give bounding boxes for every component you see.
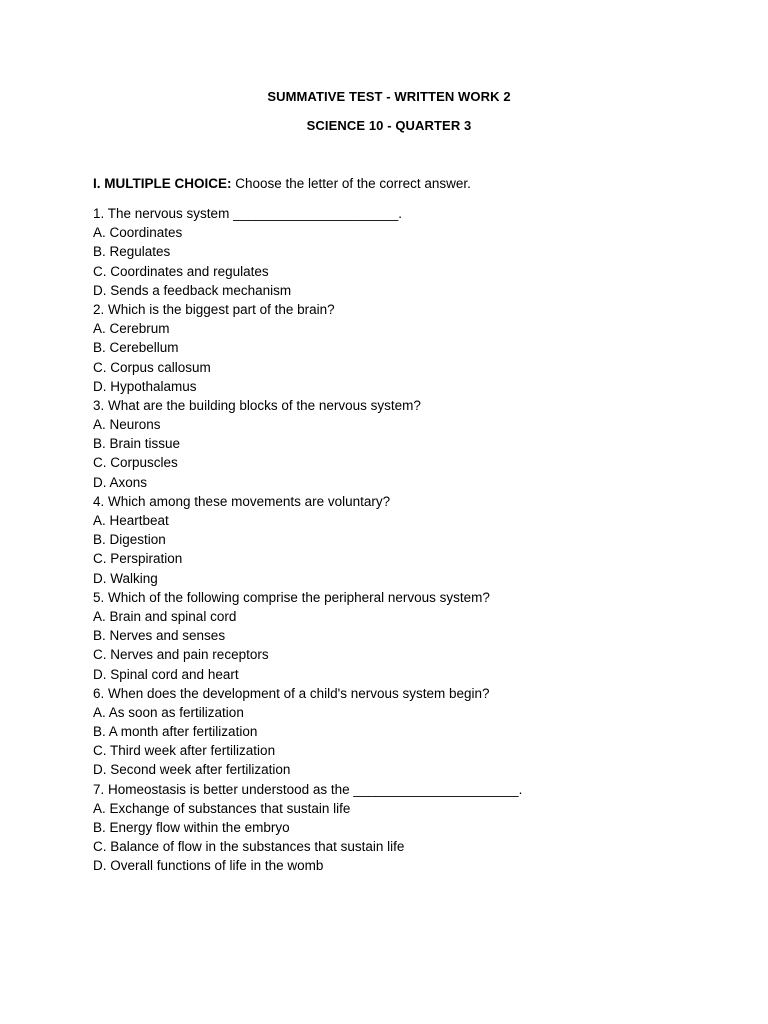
choice-b: B. Regulates <box>93 244 171 260</box>
choice-b: B. Energy flow within the embryo <box>93 820 290 835</box>
choice-b: B. A month after fertilization <box>93 724 258 740</box>
choice-b: B. Digestion <box>93 532 166 548</box>
choice-a: A. Neurons <box>93 417 161 433</box>
choice-c: C. Perspiration <box>93 551 183 567</box>
question-item <box>93 492 693 588</box>
section-instruction: Choose the letter of the correct answer. <box>231 176 471 191</box>
choice-a: A. Brain and spinal cord <box>93 608 237 624</box>
choice-b: B. Brain tissue <box>93 436 181 452</box>
choice-d: D. Spinal cord and heart <box>93 666 239 682</box>
choice-d: D. Overall functions of life in the womb <box>93 858 324 874</box>
choice-c: C. Corpuscles <box>93 455 178 471</box>
choice-d: D. Walking <box>93 570 158 586</box>
question-stem: 5. Which of the following comprise the peripheral nervous system? <box>93 589 490 605</box>
choice-c: C. Corpus callosum <box>93 359 211 375</box>
question-item <box>93 396 693 492</box>
document-subtitle: SCIENCE 10 - QUARTER 3 <box>306 118 472 133</box>
choice-a: A. Exchange of substances that sustain life <box>93 800 351 816</box>
question-item <box>93 300 693 396</box>
question-stem: 4. Which among these movements are voluntary? <box>93 493 391 509</box>
choice-c: C. Coordinates and regulates <box>93 263 269 279</box>
section-label: I. MULTIPLE CHOICE: <box>93 176 232 191</box>
choice-c: C. Third week after fertilization <box>93 743 276 759</box>
choice-a: A. Heartbeat <box>93 513 169 528</box>
question-stem: 6. When does the development of a child's nervous system begin? <box>93 685 490 701</box>
question-item <box>93 780 693 876</box>
question-stem: 1. The nervous system ______________________. <box>93 206 402 221</box>
question-stem: 7. Homeostasis is better understood as the ______________________. <box>93 781 523 797</box>
choice-a: A. Cerebrum <box>93 321 170 337</box>
choice-b: B. Nerves and senses <box>93 628 226 644</box>
choice-d: D. Axons <box>93 474 148 490</box>
question-item <box>93 684 693 780</box>
choice-b: B. Cerebellum <box>93 340 179 356</box>
choice-d: D. Second week after fertilization <box>93 762 291 778</box>
choice-c: C. Nerves and pain receptors <box>93 647 269 663</box>
section-heading <box>93 176 471 191</box>
choice-d: D. Sends a feedback mechanism <box>93 282 292 298</box>
document-title: SUMMATIVE TEST - WRITTEN WORK 2 <box>267 89 511 104</box>
choice-d: D. Hypothalamus <box>93 378 197 394</box>
question-list <box>93 204 693 876</box>
choice-a: A. Coordinates <box>93 225 183 241</box>
choice-a: A. As soon as fertilization <box>93 704 244 720</box>
question-item <box>93 588 693 684</box>
question-stem: 2. Which is the biggest part of the brain? <box>93 301 335 317</box>
question-item <box>93 204 693 300</box>
question-stem: 3. What are the building blocks of the nervous system? <box>93 397 421 413</box>
choice-c: C. Balance of flow in the substances that sustain life <box>93 839 405 855</box>
